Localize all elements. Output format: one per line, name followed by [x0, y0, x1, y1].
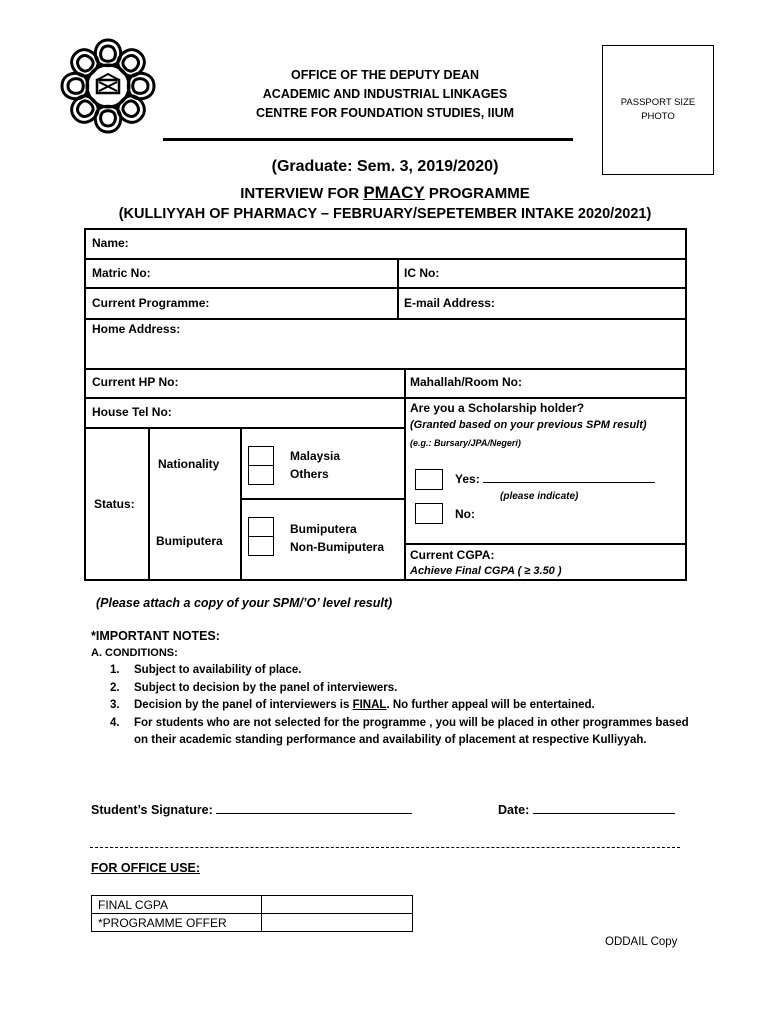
applicant-form — [84, 228, 687, 581]
yes-text: Yes: — [455, 472, 480, 486]
malaysia-option: Malaysia — [290, 449, 341, 463]
list-item — [110, 662, 700, 680]
yes-label — [455, 472, 655, 486]
copy-label: ODDAIL Copy — [605, 936, 678, 948]
photo-label: PASSPORT SIZE — [620, 97, 696, 108]
item-number: 4. — [110, 716, 120, 729]
header-line: ACADEMIC AND INDUSTRIAL LINKAGES — [262, 87, 508, 101]
others-option: Others — [290, 467, 329, 481]
signature-line[interactable] — [216, 813, 412, 814]
bumiputera-option: Bumiputera — [290, 522, 357, 536]
list-item — [110, 697, 700, 715]
cgpa-note: Achieve Final CGPA ( ≥ 3.50 ) — [410, 565, 562, 577]
status-label: Status: — [94, 497, 135, 511]
item-number: 3. — [110, 699, 120, 711]
malaysia-checkbox[interactable] — [248, 446, 274, 466]
item-text: Subject to decision by the panel of interviewers. — [134, 681, 398, 694]
house-tel-label: House Tel No: — [92, 405, 172, 419]
table-row — [92, 914, 413, 932]
header-line: OFFICE OF THE DEPUTY DEAN — [291, 68, 479, 82]
scholarship-no-checkbox[interactable] — [415, 503, 443, 524]
office-header — [200, 66, 570, 123]
programme-offer-cell[interactable] — [262, 914, 413, 932]
signature-row — [91, 803, 412, 817]
list-item — [110, 715, 700, 750]
conditions-list — [110, 662, 700, 750]
office-use-table — [91, 895, 413, 932]
email-label: E-mail Address: — [404, 296, 495, 310]
matric-label: Matric No: — [92, 266, 151, 280]
final-cgpa-cell[interactable] — [262, 896, 413, 914]
cgpa-label: Current CGPA: — [410, 548, 495, 562]
conditions-heading: A. CONDITIONS: — [91, 647, 178, 659]
item-number: 1. — [110, 664, 120, 676]
date-label: Date: — [498, 803, 530, 817]
no-label: No: — [455, 507, 475, 521]
form-subtitle: (Graduate: Sem. 3, 2019/2020) — [271, 158, 499, 175]
bumiputera-checkbox[interactable] — [248, 517, 274, 537]
item-number: 2. — [110, 681, 120, 694]
item-text: For students who are not selected for the programme , you will be placed in other programmes based on their academic standing performance and availability of placement at respective Kulliyyah. — [134, 716, 689, 746]
photo-label: PHOTO — [641, 111, 675, 122]
date-row — [498, 803, 675, 817]
item-text: Decision by the panel of interviewers is — [134, 699, 353, 711]
non-bumiputera-checkbox[interactable] — [248, 536, 274, 556]
form-title — [0, 183, 770, 203]
scholarship-note: (Granted based on your previous SPM result) — [410, 419, 647, 431]
passport-photo-box — [602, 45, 714, 175]
non-bumiputera-option: Non-Bumiputera — [290, 540, 384, 554]
programme-highlight: PMACY — [363, 183, 425, 202]
table-row — [92, 896, 413, 914]
final-cgpa-label: FINAL CGPA — [92, 896, 262, 914]
item-text: . No further appeal will be entertained. — [386, 699, 595, 711]
programme-offer-label: *PROGRAMME OFFER — [92, 914, 262, 932]
nationality-label: Nationality — [158, 457, 220, 471]
mahallah-label: Mahallah/Room No: — [410, 375, 523, 389]
office-use-heading: FOR OFFICE USE: — [91, 861, 201, 875]
scholarship-example: (e.g.: Bursary/JPA/Negeri) — [410, 438, 521, 448]
programme-label: Current Programme: — [92, 296, 210, 310]
header-rule — [163, 138, 573, 141]
bumiputera-label: Bumiputera — [156, 534, 223, 548]
name-label: Name: — [92, 236, 129, 250]
iium-logo-icon — [58, 36, 158, 136]
important-notes-heading: *IMPORTANT NOTES: — [91, 629, 220, 643]
home-address-label: Home Address: — [92, 322, 181, 336]
signature-label: Student’s Signature: — [91, 803, 213, 817]
form-intake: (KULLIYYAH OF PHARMACY – FEBRUARY/SEPETEMBER INTAKE 2020/2021) — [118, 206, 652, 222]
final-emphasis: FINAL — [352, 699, 387, 711]
scholarship-question: Are you a Scholarship holder? — [410, 401, 585, 415]
cut-line — [90, 847, 680, 848]
title-post: PROGRAMME — [424, 185, 530, 202]
title-pre: INTERVIEW FOR — [240, 185, 364, 202]
ic-label: IC No: — [404, 266, 440, 280]
date-line[interactable] — [533, 813, 675, 814]
others-checkbox[interactable] — [248, 465, 274, 485]
yes-indicate-line[interactable] — [483, 482, 655, 483]
scholarship-yes-checkbox[interactable] — [415, 469, 443, 490]
list-item — [110, 680, 700, 698]
attach-note: (Please attach a copy of your SPM/’O’ level result) — [96, 596, 393, 610]
header-line: CENTRE FOR FOUNDATION STUDIES, IIUM — [255, 106, 515, 120]
please-indicate-note: (please indicate) — [500, 491, 579, 502]
hp-label: Current HP No: — [92, 375, 179, 389]
item-text: Subject to availability of place. — [134, 664, 302, 676]
